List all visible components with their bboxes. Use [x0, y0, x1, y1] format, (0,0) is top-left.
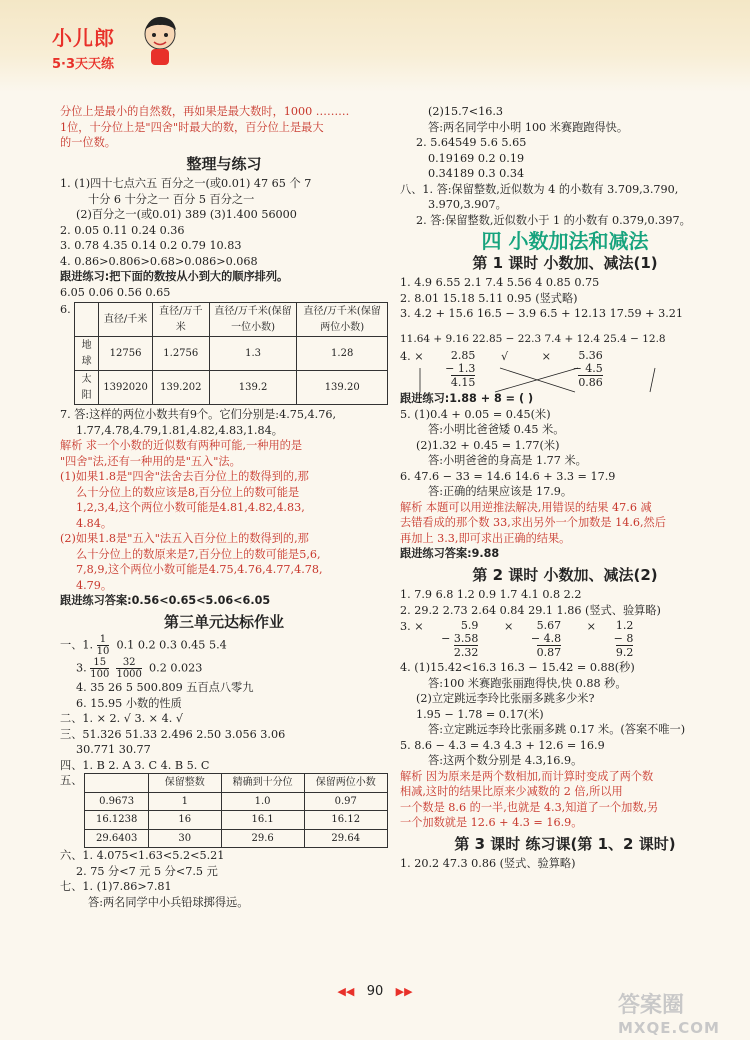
next-arrow-icon: ▶▶ — [395, 985, 413, 998]
lesson-2-title: 第 2 课时 小数加、减法(2) — [472, 565, 658, 584]
vertical-calc: 2.85 − 1.3 4.15 — [445, 349, 476, 389]
logo-title: 小儿郎 — [52, 26, 115, 50]
section-title-review: 整理与练习 — [186, 154, 262, 173]
match-line — [495, 368, 578, 392]
lesson-1-answers-continued: 跟进练习:1.88 + 8 = ( ) 5. (1)0.4 + 0.05 = 0.45(米) 答:小明比爸爸矮 0.45 米。 (2)1.32 + 0.45 = 1.77(米) 答:小明爸爸的身高是 1.77 米。 6. 47.6 − 33 = 14.6 14.6 + 3.3 = 17.9 答:正确的结果应该是 17.9。 解析 本题可以用逆推法解决,用错误的结果 47.6 减 去错看成的那个数 33,求出另外一个加数是 14.6,然后 再加上 3.3,即可求出正确的结果。 跟进练习答案:9.88 — [400, 392, 666, 560]
page-number: 90 — [366, 984, 384, 999]
table-row: 地球 12756 1.2756 1.3 1.28 — [74, 337, 387, 371]
unit3-answers-continued: 六、1. 4.075<1.63<5.2<5.21 2. 75 分<7 元 5 分<7.5 元 七、1. (1)7.86>7.81 答:两名同学中小兵铅球掷得远。 — [60, 849, 249, 909]
matching-lines — [410, 366, 670, 396]
match-line — [650, 368, 655, 392]
fraction: $\frac{15}{100}$ — [90, 657, 110, 680]
intro-text: 分位上是最小的自然数，再如果是最大数时，1000 ……… 1位，十分位上是"四舍"时最大的数，百分位上是最大 的一位数。 — [60, 105, 350, 149]
vertical-calc: 5.36 − 4.5 0.86 — [572, 349, 603, 389]
diameter-table: 直径/千米 直径/万千米 直径/万千米(保留一位小数) 直径/万千米(保留两位小数) 地球 12756 1.2756 1.3 1.28 太阳 1392020 139.202 139.2 139.20 — [74, 302, 388, 405]
table-row: 29.6403 30 29.6 29.64 — [85, 829, 388, 848]
vertical-calc: 5.9 − 3.58 2.32 — [441, 619, 479, 659]
rounding-answers: (2)15.7<16.3 答:两名同学中小明 100 米赛跑跑得快。 2. 5.64549 5.6 5.65 0.19169 0.2 0.19 0.34189 0.3 0.34 八、1. 答:保留整数,近似数为 4 的小数有 3.709,3.790, 3.970,3.907。 2. 答:保留整数,近似数小于 1 的小数有 0.379,0.397。 — [400, 105, 691, 227]
rounding-table-block: 五、 保留整数 精确到十分位 保留两位小数 0.9673 1 1.0 0.97 16.1238 16 16.1 16.12 29.6403 30 29.6 29.64 — [60, 773, 388, 848]
table-row: 太阳 1392020 139.202 139.2 139.20 — [74, 371, 387, 405]
fraction: $\frac{1}{10}$ — [96, 634, 110, 657]
table-row: 0.9673 1 1.0 0.97 — [85, 792, 388, 811]
lesson-3-answers: 1. 20.2 47.3 0.86 (竖式、验算略) — [400, 857, 576, 870]
rounding-table: 保留整数 精确到十分位 保留两位小数 0.9673 1 1.0 0.97 16.1238 16 16.1 16.12 29.6403 30 29.6 29.64 — [84, 773, 388, 848]
check-mark: √ — [500, 350, 509, 363]
lesson-2-answers-continued: 4. (1)15.42<16.3 16.3 − 15.42 = 0.88(秒) 答:100 米赛跑张丽跑得快,快 0.88 秒。 (2)立定跳远李玲比张丽多跳多少米? 1.95 − 1.78 = 0.17(米) 答:立定跳远李玲比张丽多跳 0.17 米。(答案不唯一) 5. 8.6 − 4.3 = 4.3 4.3 + 12.6 = 16.9 答:这两个数分别是 4.3,16.9。 解析 因为原来是两个数相加,而计算时变成了两个数 相减,这时的结果比原来少减数的 2 倍,所以用 一个数是 8.6 的一半,也就是 4.3,知道了一个加数,另 一个加数就是 12.6 + 4.3 = 16.9。 — [400, 661, 686, 829]
lesson-2-answers: 1. 7.9 6.8 1.2 0.9 1.7 4.1 0.8 2.2 2. 29.2 2.73 2.64 0.84 29.1 1.86 (竖式、验算略) — [400, 588, 661, 617]
lesson-3-title: 第 3 课时 练习课(第 1、2 课时) — [454, 834, 676, 853]
table-row: 16.1238 16 16.1 16.12 — [85, 811, 388, 830]
diameter-table-block: 6. 直径/千米 直径/万千米 直径/万千米(保留一位小数) 直径/万千米(保留两位小数) 地球 12756 1.2756 1.3 1.28 太阳 1392020 139.202 139.2 139.20 — [60, 302, 388, 405]
cross-mark: × — [541, 350, 552, 363]
section-title-unit3: 第三单元达标作业 — [163, 612, 284, 631]
unit3-answers: 一、1. $\frac{1}{10}$ 0.1 0.2 0.3 0.45 5.4 3. $\frac{15}{100}$ $\frac{32}{1000}$ 0.2 0.023 4. 35 26 5 500.809 五百点八零九 6. 15.95 小数的性质 二、1. × 2. √ 3. × 4. √ 三、51.326 51.33 2.496 2.50 3.056 3.06 30.771 30.77 四、1. B 2. A 3. C 4. B 5. C — [60, 634, 286, 772]
logo — [52, 22, 115, 72]
vertical-calc: 5.67 − 4.8 0.87 — [530, 619, 562, 659]
chapter-title: 四 小数加法和减法 — [481, 229, 649, 253]
review-answers: 1. (1)四十七点六五 百分之一(或0.01) 47 65 个 7 十分 6 十分之一 百分 5 百分之一 (2)百分之一(或0.01) 389 (3)1.400 56000 2. 0.05 0.11 0.24 0.36 3. 0.78 4.35 0.14 0.2 0.79 10.83 4. 0.86>0.806>0.68>0.086>0.068 跟进练习:把下面的数按从小到大的顺序排列。 6.05 0.06 0.56 0.65 — [60, 177, 312, 299]
vertical-calc-q4: 4. × 2.85 − 1.3 4.15 √ × 5.36 − 4.5 0.86 — [400, 349, 603, 389]
vertical-calc-q3: 3. × 5.9 − 3.58 2.32 × 5.67 − 4.8 0.87 × 1.2 − 8 9.2 — [400, 619, 634, 659]
lesson-1-title: 第 1 课时 小数加、减法(1) — [472, 253, 658, 272]
lesson-1-answers: 1. 4.9 6.55 2.1 7.4 5.56 4 0.85 0.75 2. 8.01 15.18 5.11 0.95 (竖式略) 3. 4.2 + 15.6 16.5 − 3.9 6.5 + 12.13 17.59 + 3.21 11.64 + 9.16 22.85 − 22.3 7.4 + 12.4 25.4 − 12.8 — [400, 276, 684, 345]
vertical-calc: 1.2 − 8 9.2 — [613, 619, 634, 659]
left-column — [60, 104, 388, 910]
prev-arrow-icon: ◀◀ — [337, 985, 355, 998]
cross-mark: × — [503, 620, 514, 633]
cross-mark: × — [586, 620, 597, 633]
logo-subtitle: 5·3天天练 — [52, 57, 115, 72]
watermark: 答案圈 MXQE.COM — [618, 993, 720, 1037]
review-answers-continued: 7. 答:这样的两位小数共有9个。它们分别是:4.75,4.76, 1.77,4.78,4.79,1.81,4.82,4.83,1.84。 解析 求一个小数的近似数有两种可能,一种用的是 "四舍"法,还有一种用的是"五入"法。 (1)如果1.8是"四舍"法舍去百分位上的数得到的,那 么十分位上的数应该是8,百分位上的数可能是 1,2,3,4,这个两位小数可能是4.81,4.82,4.83, 4.84。 (2)如果1.8是"五入"法五入百分位上的数得到的,那 么十分位上的数原来是7,百分位上的数可能是5,6, 7,8,9,这个两位小数可能是4.75,4.76,4.77,4.78, 4.79。 跟进练习答案:0.56<0.65<5.06<6.05 — [60, 408, 337, 607]
fraction: $\frac{32}{1000}$ — [116, 657, 142, 680]
mascot-icon — [140, 14, 180, 70]
right-column — [400, 104, 730, 872]
